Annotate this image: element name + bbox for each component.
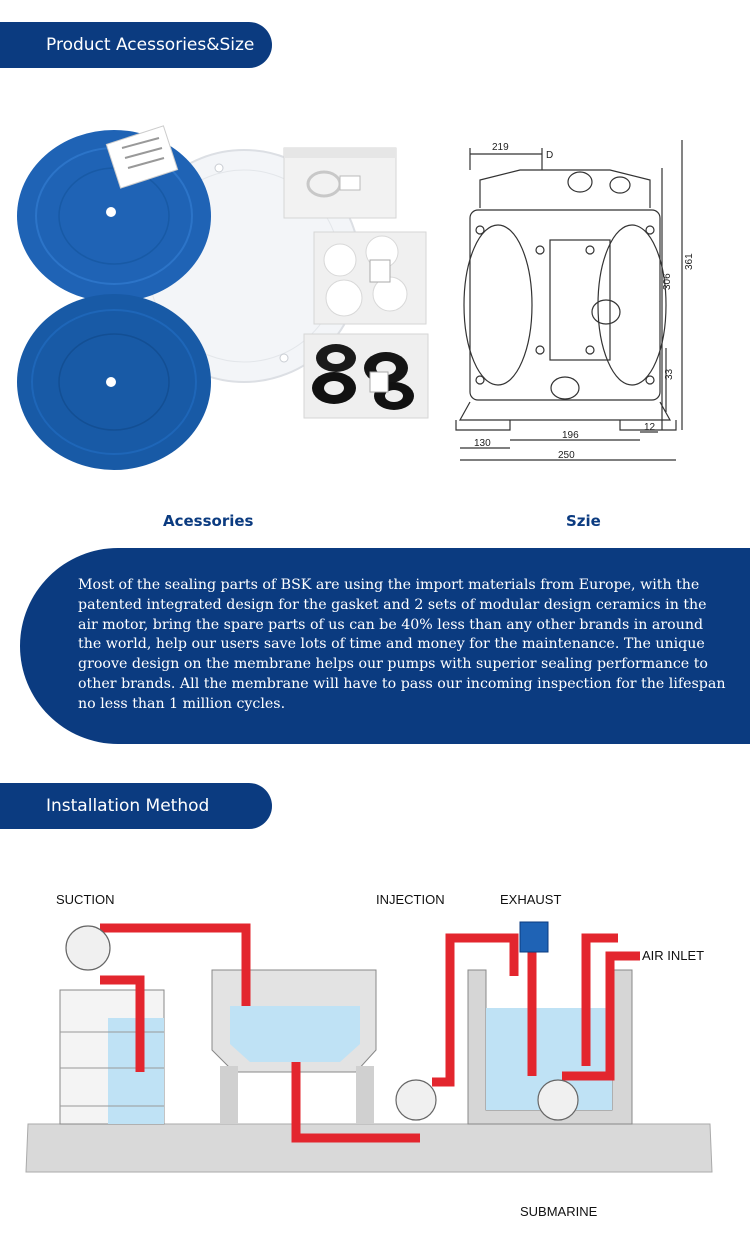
dim-250: 250 (558, 450, 575, 461)
caption-accessories: Acessories (163, 512, 254, 530)
dim-33: 33 (664, 368, 675, 380)
section-tab-accessories (0, 22, 272, 68)
dim-130: 130 (474, 438, 491, 449)
caption-size: Szie (566, 512, 601, 530)
dim-12: 12 (644, 422, 656, 433)
label-submarine: SUBMARINE (520, 1204, 598, 1219)
accessories-image (14, 120, 434, 480)
label-air-inlet: AIR INLET (642, 948, 705, 963)
dim-306: 306 (662, 273, 673, 290)
pump-dimension-drawing (440, 130, 740, 490)
description-banner (20, 548, 750, 744)
dim-219: 219 (492, 142, 509, 153)
label-suction: SUCTION (56, 892, 115, 907)
dim-196: 196 (562, 430, 579, 441)
label-injection: INJECTION (376, 892, 445, 907)
installation-diagram (20, 866, 730, 1230)
section-title: Product Acessories&Size (46, 35, 255, 55)
dim-d: D (546, 150, 554, 161)
dim-361: 361 (684, 253, 695, 270)
section-tab-installation (0, 783, 272, 829)
label-exhaust: EXHAUST (500, 892, 562, 907)
description-text: Most of the sealing parts of BSK are using the import materials from Europe, with the patented integrated design for the gasket and 2 sets of modular design ceramics in the air motor, bring the spare parts of us can be 40% less than any other brands in around the world, help our users save lots of time and money for the maintenance. The unique groove design on the membrane helps our pumps with superior sealing performance to other brands. All the membrane will have to pass our incoming inspection for the lifespan no less than 1 million cycles. (78, 577, 726, 712)
section-title: Installation Method (46, 796, 210, 816)
